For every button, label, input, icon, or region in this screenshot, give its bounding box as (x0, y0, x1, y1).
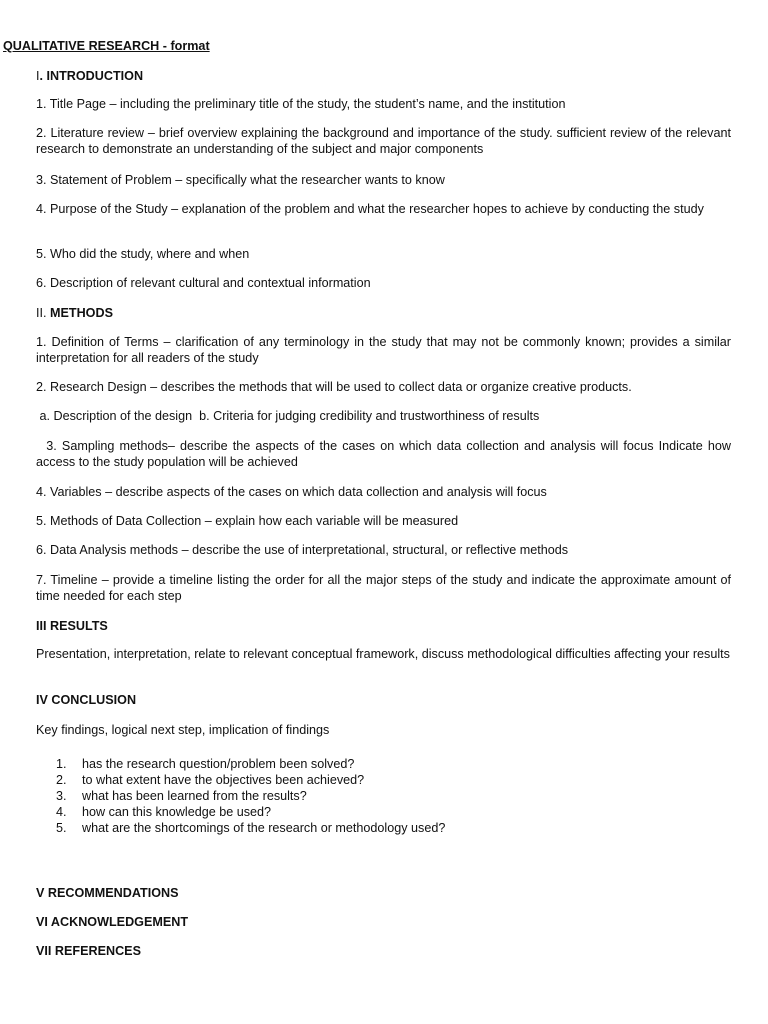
conclusion-text: Key findings, logical next step, implication of findings (36, 723, 330, 737)
section-heading-conclusion: IV CONCLUSION (36, 693, 137, 707)
methods-item: 4. Variables – describe aspects of the cases on which data collection and analysis will focus (36, 485, 547, 499)
list-number: 2. (56, 773, 67, 787)
list-item (56, 772, 445, 788)
methods-item: 7. Timeline – provide a timeline listing the order for all the major steps of the study and indicate the approximate amount of time needed for each step (36, 573, 731, 603)
intro-item: 1. Title Page – including the preliminary title of the study, the student’s name, and the institution (36, 97, 566, 111)
conclusion-question-list (56, 756, 445, 836)
intro-item: 6. Description of relevant cultural and contextual information (36, 276, 371, 290)
list-text: has the research question/problem been solved? (82, 757, 355, 771)
list-text: what are the shortcomings of the research or methodology used? (82, 821, 446, 835)
methods-item: 1. Definition of Terms – clarification of any terminology in the study that may not be commonly known; provides a similar interpretation for all readers of the study (36, 335, 731, 365)
methods-item: 2. Research Design – describes the methods that will be used to collect data or organize creative products. (36, 380, 632, 394)
section-heading-introduction (36, 68, 143, 84)
list-number: 1. (56, 757, 67, 771)
section-heading-text: METHODS (50, 306, 113, 320)
list-item (56, 756, 445, 772)
results-text: Presentation, interpretation, relate to relevant conceptual framework, discuss methodological difficulties affecting your results (36, 647, 730, 661)
section-roman-numeral: I (36, 69, 40, 83)
methods-item: 3. Sampling methods– describe the aspects of the cases on which data collection and analysis will focus Indicate how access to the study population will be achieved (36, 439, 735, 469)
section-heading-text: . INTRODUCTION (39, 69, 144, 83)
section-roman-numeral: II. (36, 306, 50, 320)
list-text: to what extent have the objectives been achieved? (82, 773, 365, 787)
list-number: 3. (56, 789, 67, 803)
list-item (56, 788, 445, 804)
list-item (56, 804, 445, 820)
section-heading-references: VII REFERENCES (36, 944, 141, 958)
list-text: what has been learned from the results? (82, 789, 307, 803)
intro-item: 4. Purpose of the Study – explanation of the problem and what the researcher hopes to achieve by conducting the study (36, 202, 704, 216)
intro-item: 2. Literature review – brief overview explaining the background and importance of the study. sufficient review of the relevant research to demonstrate an understanding of the subject and major components (36, 126, 731, 156)
section-heading-methods (36, 305, 113, 321)
intro-item: 5. Who did the study, where and when (36, 247, 250, 261)
methods-item: 6. Data Analysis methods – describe the use of interpretational, structural, or reflective methods (36, 543, 569, 557)
section-heading-results: III RESULTS (36, 619, 108, 633)
methods-item: a. Description of the design b. Criteria for judging credibility and trustworthiness of results (36, 409, 540, 423)
section-heading-recommendations: V RECOMMENDATIONS (36, 886, 179, 900)
list-number: 4. (56, 805, 67, 819)
list-item (56, 820, 445, 836)
document-title: QUALITATIVE RESEARCH - format (3, 39, 210, 53)
list-number: 5. (56, 821, 67, 835)
list-text: how can this knowledge be used? (82, 805, 272, 819)
intro-item: 3. Statement of Problem – specifically what the researcher wants to know (36, 173, 445, 187)
methods-item: 5. Methods of Data Collection – explain how each variable will be measured (36, 514, 459, 528)
section-heading-acknowledgement: VI ACKNOWLEDGEMENT (36, 915, 189, 929)
